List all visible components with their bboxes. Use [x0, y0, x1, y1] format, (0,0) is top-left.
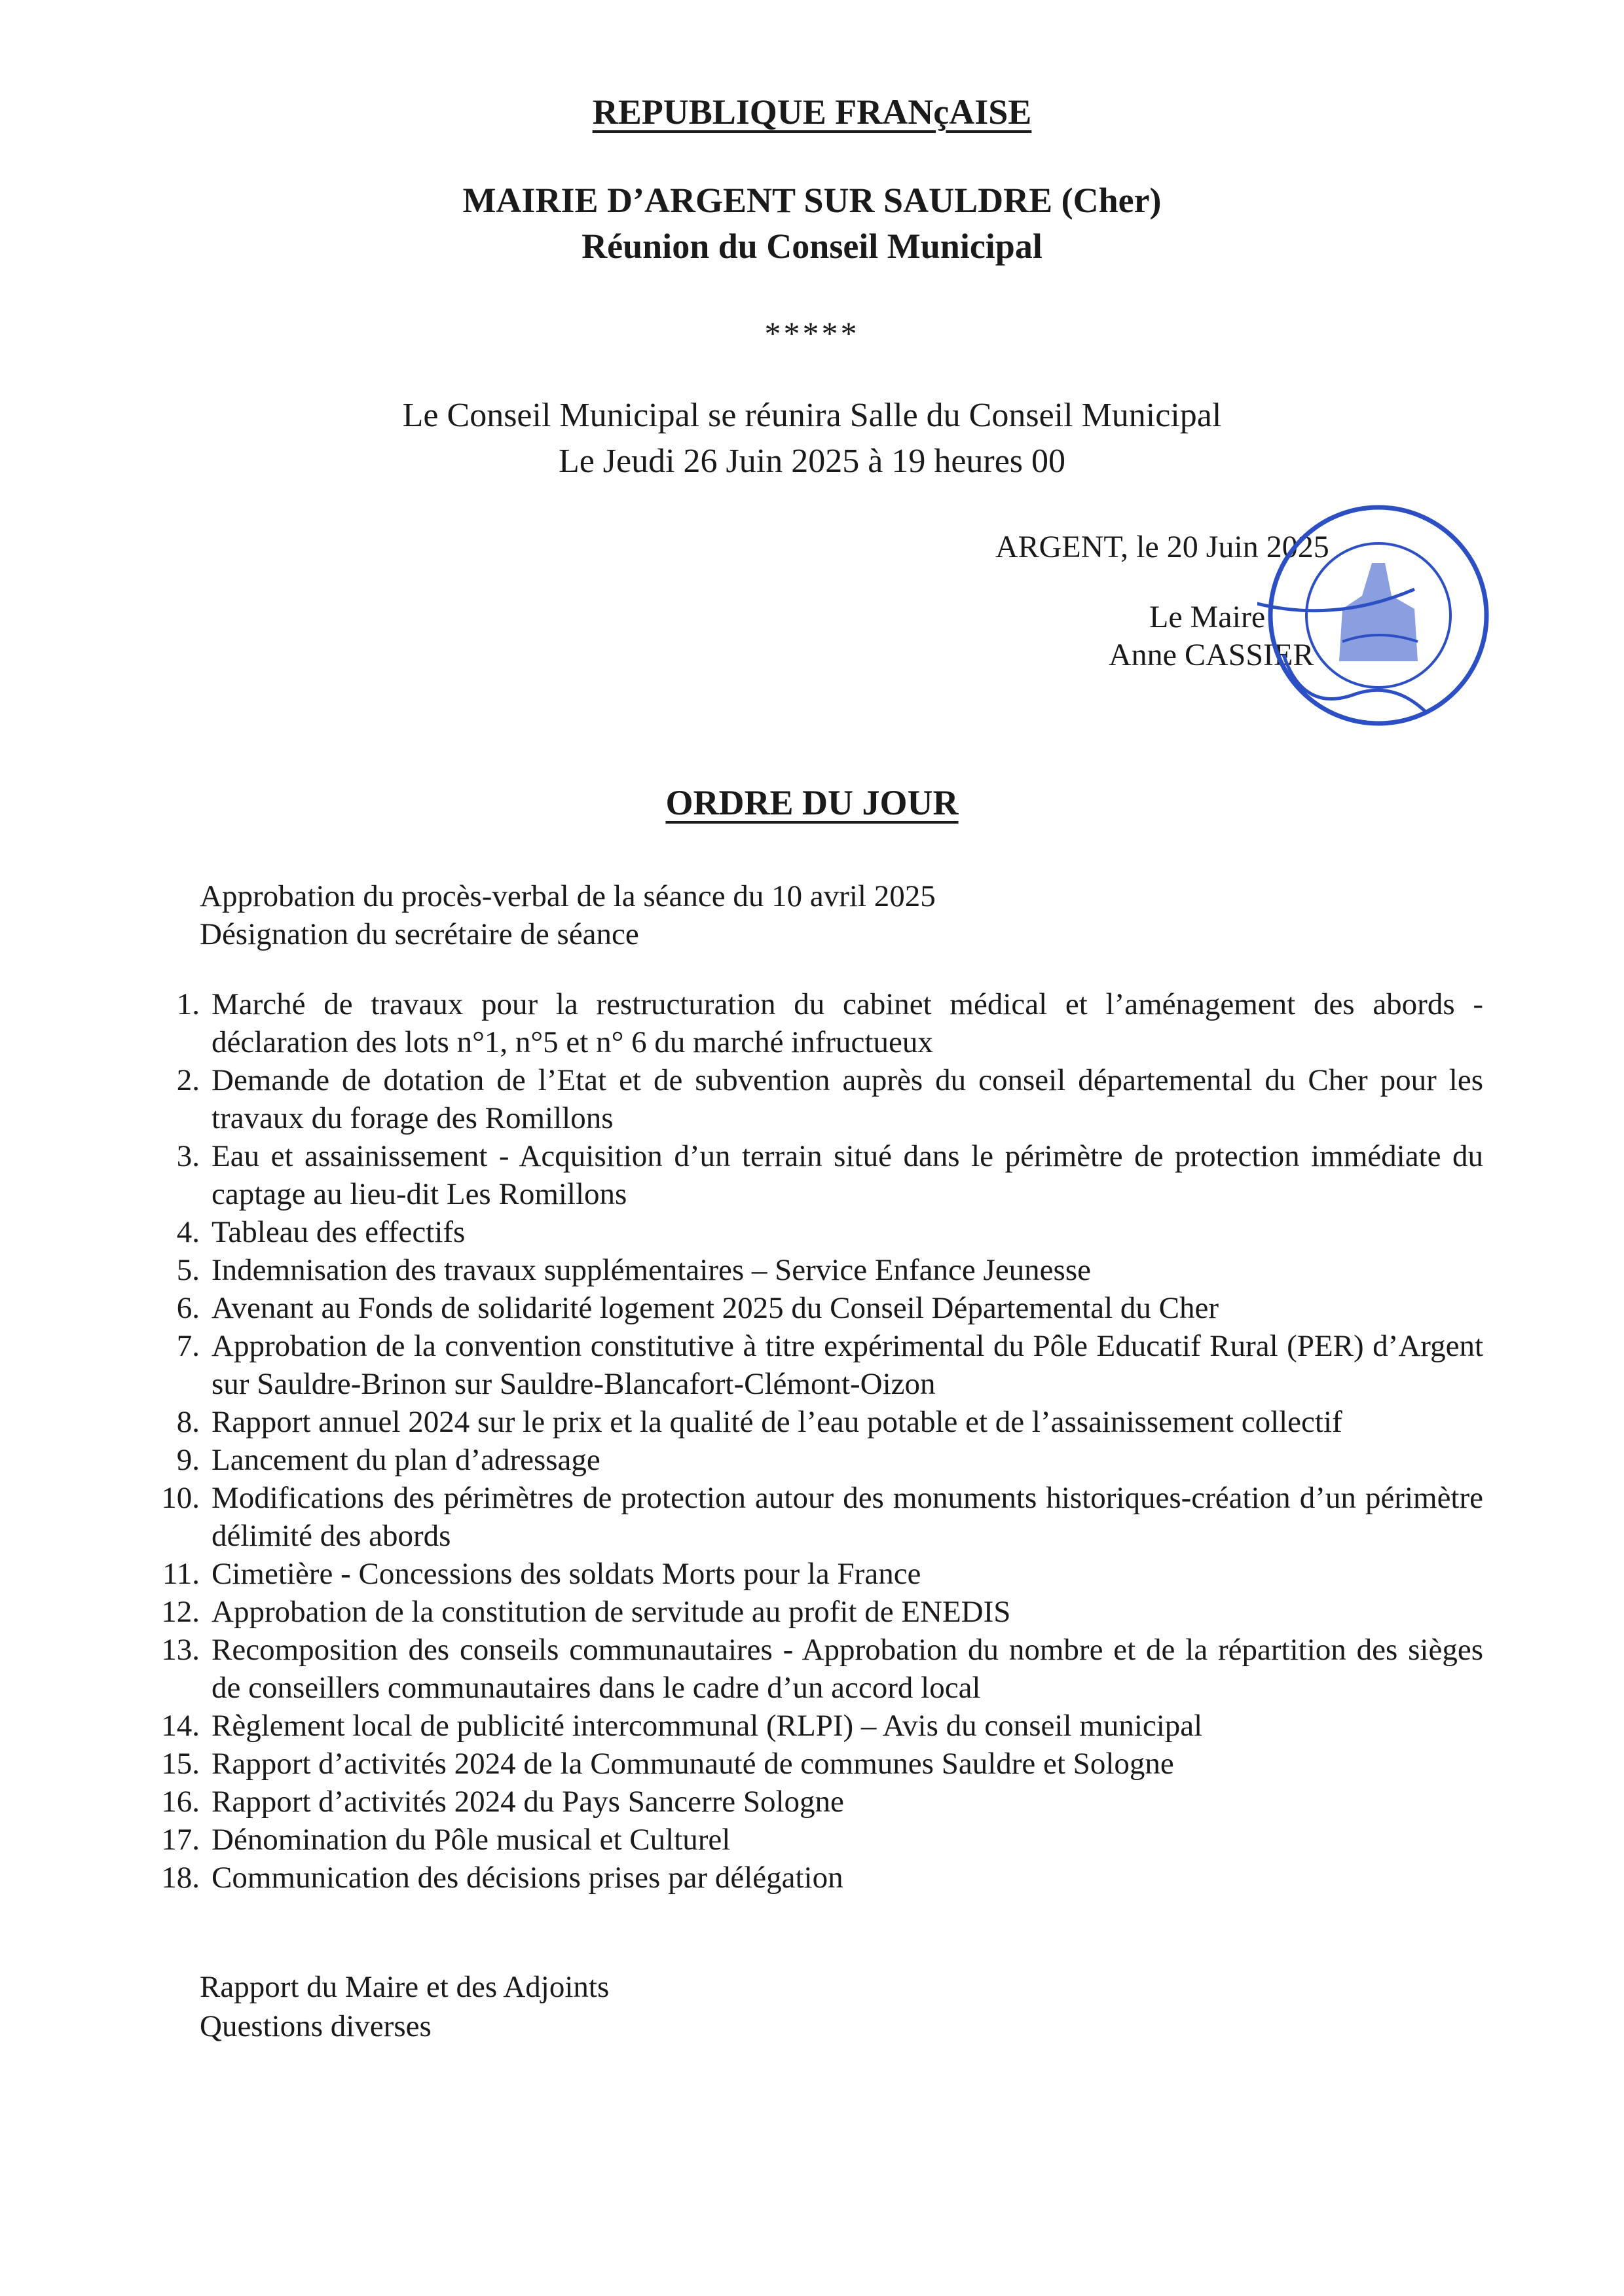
- agenda-item-number: 4.: [176, 1215, 200, 1249]
- agenda-item-text: Règlement local de publicité intercommunal (RLPI) – Avis du conseil municipal: [212, 1709, 1203, 1743]
- agenda-item-number: 5.: [176, 1253, 200, 1287]
- agenda-item-text: Cimetière - Concessions des soldats Morts pour la France: [212, 1557, 921, 1591]
- agenda-item-number: 7.: [176, 1329, 200, 1363]
- agenda-item-number: 9.: [176, 1443, 200, 1477]
- agenda-item-text: Indemnisation des travaux supplémentaires – Service Enfance Jeunesse: [212, 1253, 1091, 1287]
- closing-block: [200, 1967, 609, 2046]
- agenda-item-number: 3.: [176, 1139, 200, 1173]
- agenda-item-number: 15.: [161, 1747, 200, 1781]
- agenda-item-text: Communication des décisions prises par délégation: [212, 1861, 843, 1895]
- agenda-item-number: 17.: [161, 1823, 200, 1857]
- agenda-item-text: Modifications des périmètres de protection autour des monuments historiques-création d’un périmètre délimité des abords: [212, 1481, 1483, 1553]
- official-stamp: [1257, 498, 1493, 746]
- agenda-title-text: ORDRE DU JOUR: [665, 783, 959, 822]
- agenda-item: [144, 1821, 1483, 1859]
- agenda-item-text: Dénomination du Pôle musical et Culturel: [212, 1823, 731, 1857]
- agenda-item-number: 16.: [161, 1785, 200, 1819]
- agenda-item: [144, 1555, 1483, 1593]
- agenda-item-number: 10.: [161, 1481, 200, 1515]
- agenda-list: [144, 985, 1483, 1897]
- agenda-item-number: 11.: [162, 1557, 200, 1591]
- agenda-item: [144, 1061, 1483, 1137]
- agenda-item: [144, 985, 1483, 1061]
- agenda-item: [144, 1289, 1483, 1327]
- agenda-item-text: Rapport d’activités 2024 du Pays Sancerre Sologne: [212, 1785, 844, 1819]
- agenda-item-number: 18.: [161, 1861, 200, 1895]
- agenda-item-number: 14.: [161, 1709, 200, 1743]
- agenda-item-number: 12.: [161, 1595, 200, 1629]
- agenda-item-text: Marché de travaux pour la restructuration du cabinet médical et l’aménagement des abords - déclaration des lots n°1, n°5 et n° 6 du marché infructueux: [212, 987, 1483, 1059]
- agenda-item: [144, 1593, 1483, 1631]
- agenda-item-text: Approbation de la convention constitutive à titre expérimental du Pôle Educatif Rural (PER) d’Argent sur Sauldre-Brinon sur Sauldre-Blancafort-Clémont-Oizon: [212, 1329, 1483, 1401]
- meeting-heading: Réunion du Conseil Municipal: [581, 227, 1043, 266]
- agenda-item: [144, 1859, 1483, 1897]
- prelude-item: Désignation du secrétaire de séance: [200, 917, 639, 951]
- agenda-item-number: 6.: [176, 1291, 200, 1325]
- agenda-item-text: Avenant au Fonds de solidarité logement 2025 du Conseil Départemental du Cher: [212, 1291, 1219, 1325]
- agenda-item: [144, 1137, 1483, 1213]
- mairie-heading: MAIRIE D’ARGENT SUR SAULDRE (Cher): [462, 181, 1162, 220]
- agenda-item-text: Tableau des effectifs: [212, 1215, 466, 1249]
- agenda-title: [0, 782, 1624, 823]
- convocation-line-2: Le Jeudi 26 Juin 2025 à 19 heures 00: [558, 443, 1066, 480]
- republic-heading: [0, 92, 1624, 132]
- agenda-item: [144, 1213, 1483, 1251]
- agenda-item: [144, 1479, 1483, 1555]
- agenda-item-number: 2.: [176, 1063, 200, 1097]
- agenda-item-text: Eau et assainissement - Acquisition d’un terrain situé dans le périmètre de protection immédiate du captage au lieu-dit Les Romillons: [212, 1139, 1483, 1211]
- agenda-item-number: 8.: [176, 1405, 200, 1439]
- separator: *****: [764, 315, 860, 352]
- closing-item: Rapport du Maire et des Adjoints: [200, 1970, 610, 2004]
- prelude-item: Approbation du procès-verbal de la séance du 10 avril 2025: [200, 879, 936, 913]
- agenda-item-number: 13.: [161, 1633, 200, 1667]
- agenda-item-number: 1.: [176, 987, 200, 1021]
- agenda-item-text: Demande de dotation de l’Etat et de subvention auprès du conseil départemental du Cher pour les travaux du forage des Romillons: [212, 1063, 1483, 1135]
- agenda-item-text: Rapport d’activités 2024 de la Communauté de communes Sauldre et Sologne: [212, 1747, 1174, 1781]
- republic-heading-text: REPUBLIQUE FRANçAISE: [592, 92, 1032, 132]
- agenda-item: [144, 1441, 1483, 1479]
- convocation-line-1: Le Conseil Municipal se réunira Salle du Conseil Municipal: [402, 397, 1222, 434]
- agenda-item: [144, 1327, 1483, 1403]
- agenda-item-text: Rapport annuel 2024 sur le prix et la qualité de l’eau potable et de l’assainissement collectif: [212, 1405, 1342, 1439]
- agenda-item-text: Approbation de la constitution de servitude au profit de ENEDIS: [212, 1595, 1011, 1629]
- agenda-item: [144, 1783, 1483, 1821]
- signature-role: Le Maire: [1149, 600, 1266, 634]
- signature-place-date: ARGENT, le 20 Juin 2025: [995, 530, 1329, 564]
- agenda-item: [144, 1403, 1483, 1441]
- closing-item: Questions diverses: [200, 2009, 432, 2043]
- agenda-item-text: Recomposition des conseils communautaires - Approbation du nombre et de la répartition des sièges de conseillers communautaires dans le cadre d’un accord local: [212, 1633, 1483, 1705]
- agenda-item: [144, 1707, 1483, 1745]
- agenda-item: [144, 1631, 1483, 1707]
- agenda-item: [144, 1251, 1483, 1289]
- agenda-item: [144, 1745, 1483, 1783]
- stamp-emblem: [1339, 563, 1418, 661]
- agenda-item-text: Lancement du plan d’adressage: [212, 1443, 600, 1477]
- signature-name: Anne CASSIER: [1109, 638, 1314, 672]
